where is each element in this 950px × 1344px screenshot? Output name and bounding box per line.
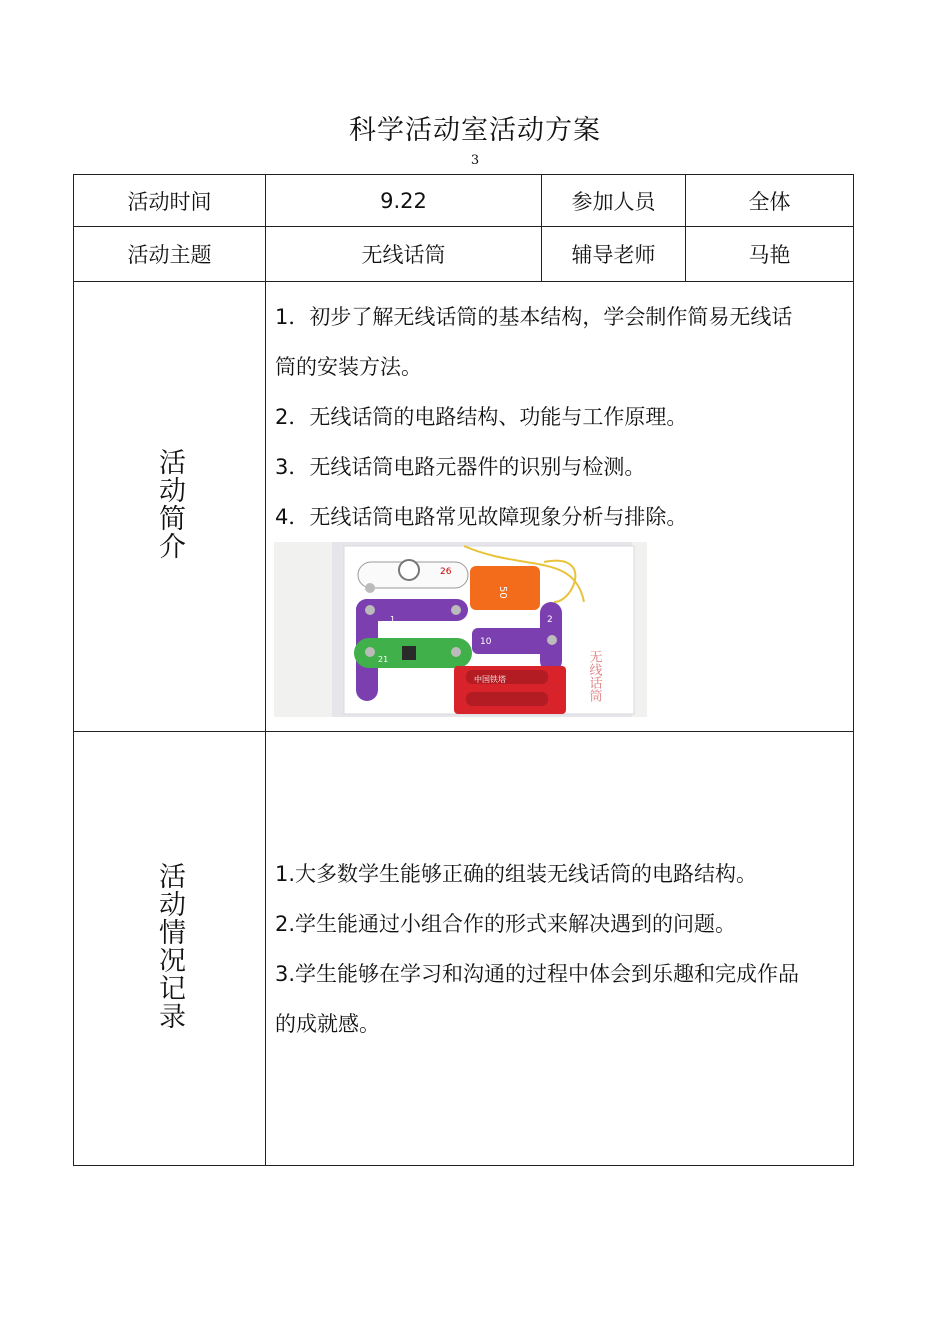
teacher-value: 马艳 xyxy=(686,227,854,282)
participants-label: 参加人员 xyxy=(542,175,686,227)
part-label: 1 xyxy=(390,615,396,624)
intro-line: 筒的安装方法。 xyxy=(275,355,422,379)
circuit-kit-illustration xyxy=(274,542,647,717)
table-row xyxy=(74,282,854,732)
intro-label: 活动简介 xyxy=(154,448,185,560)
record-label-cell xyxy=(74,732,266,1166)
topic-value: 无线话筒 xyxy=(266,227,542,282)
record-label: 活动情况记录 xyxy=(154,862,185,1030)
topic-label: 活动主题 xyxy=(74,227,266,282)
table-row xyxy=(74,732,854,1166)
record-line: 1.大多数学生能够正确的组装无线话筒的电路结构。 xyxy=(275,861,758,886)
time-value: 9.22 xyxy=(266,175,542,227)
intro-line: 2．无线话筒的电路结构、功能与工作原理。 xyxy=(275,405,688,429)
table-row xyxy=(74,227,854,282)
battery-text: 中国铁塔 xyxy=(474,675,506,684)
record-line: 2.学生能通过小组合作的形式来解决遇到的问题。 xyxy=(275,911,737,936)
part-label: 26 xyxy=(440,567,452,577)
record-content xyxy=(266,732,854,1166)
vertical-photo-text: 无线话筒 xyxy=(586,650,602,702)
teacher-label: 辅导老师 xyxy=(542,227,686,282)
intro-line: 4．无线话筒电路常见故障现象分析与排除。 xyxy=(275,505,688,529)
intro-label-cell xyxy=(74,282,266,732)
participants-value: 全体 xyxy=(686,175,854,227)
intro-content xyxy=(266,282,854,732)
circuit-kit-photo xyxy=(274,542,647,717)
record-line: 的成就感。 xyxy=(275,1011,380,1036)
part-label: 10 xyxy=(480,637,492,647)
page-number: 3 xyxy=(470,153,480,168)
part-label: 21 xyxy=(378,655,389,664)
intro-line: 3．无线话筒电路元器件的识别与检测。 xyxy=(275,455,646,479)
intro-line: 1．初步了解无线话筒的基本结构，学会制作简易无线话 xyxy=(275,305,793,329)
part-label: 2 xyxy=(547,615,553,625)
record-line: 3.学生能够在学习和沟通的过程中体会到乐趣和完成作品 xyxy=(275,961,800,986)
table-row xyxy=(74,175,854,227)
page-title: 科学活动室活动方案 xyxy=(349,115,601,146)
activity-plan-table xyxy=(73,174,854,1166)
time-label: 活动时间 xyxy=(74,175,266,227)
part-label: 50 xyxy=(497,586,508,599)
